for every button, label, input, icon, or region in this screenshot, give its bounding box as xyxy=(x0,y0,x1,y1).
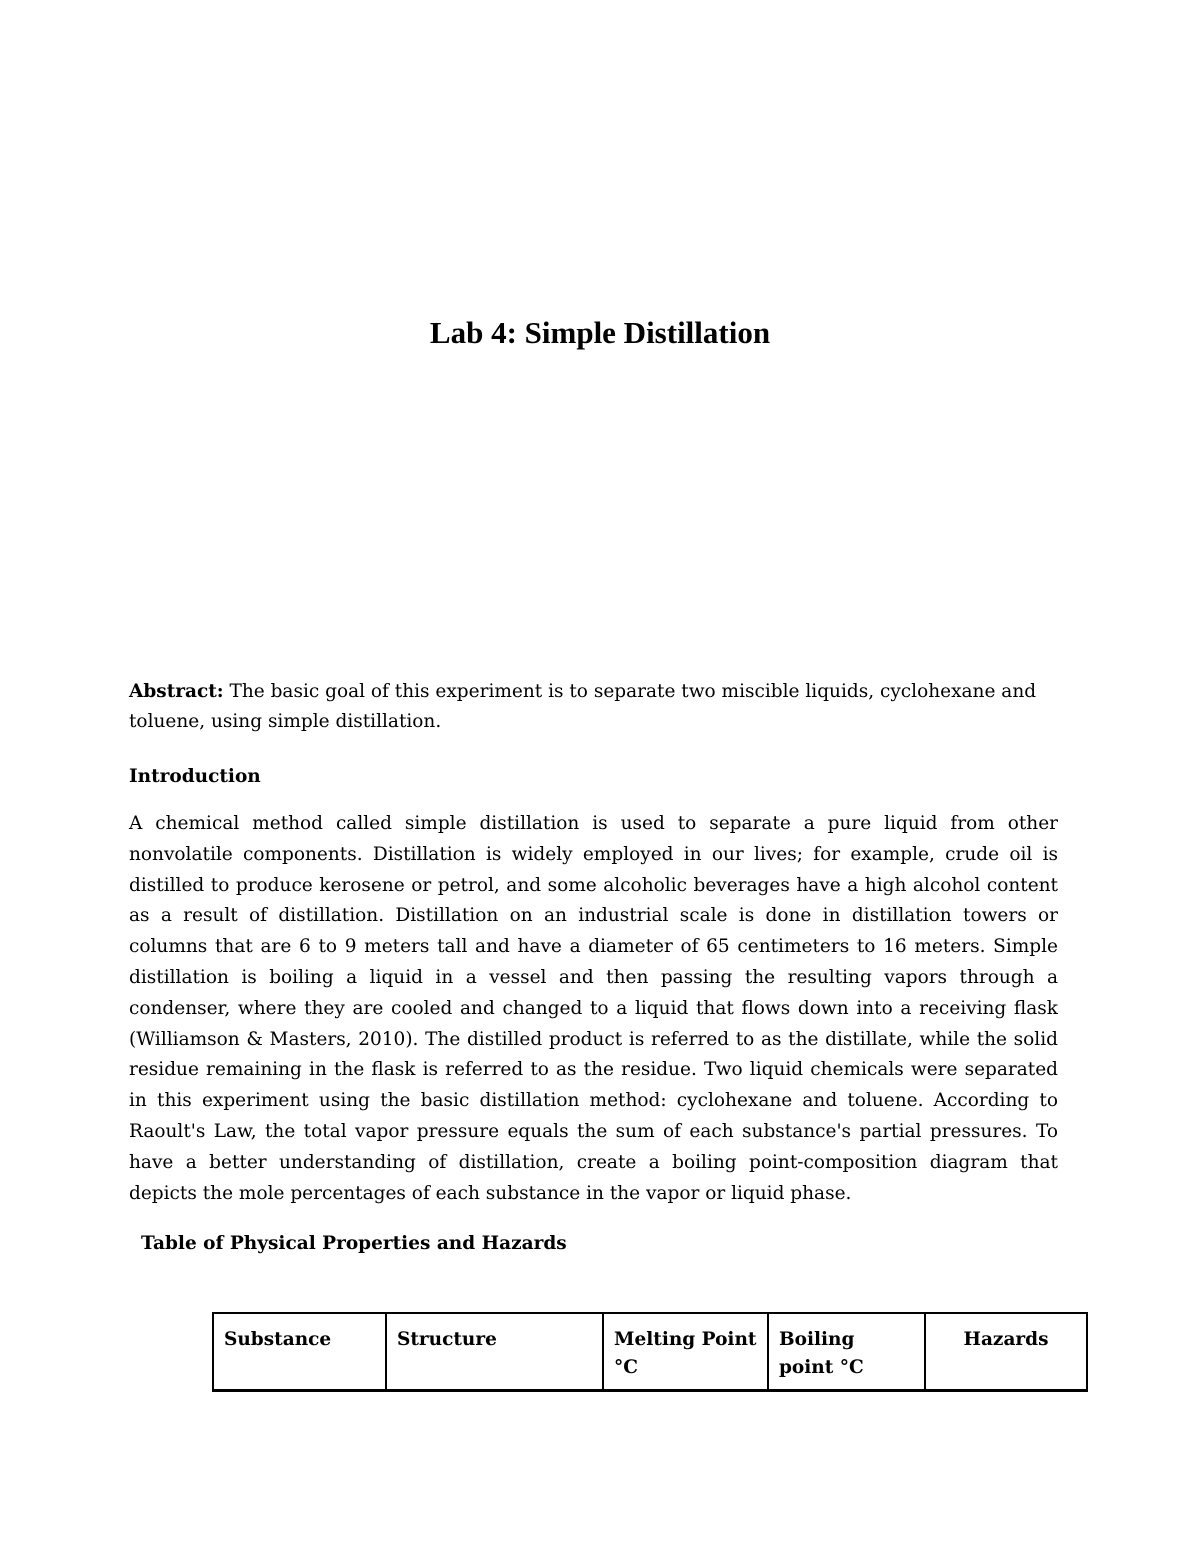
introduction-heading: Introduction xyxy=(129,766,261,787)
header-substance: Substance xyxy=(213,1313,386,1391)
header-structure: Structure xyxy=(386,1313,603,1391)
introduction-body: A chemical method called simple distillation is used to separate a pure liquid from other nonvolatile components. Distillation is widely employed in our lives; for example, crude oil is distilled to produce kerosene or petrol, and some alcoholic beverages have a high alcohol content as a result of distillation. Distillation on an industrial scale is done in distillation towers or columns that are 6 to 9 meters tall and have a diameter of 65 centimeters to 16 meters. Simple distillation is boiling a liquid in a vessel and then passing the resulting vapors through a condenser, where they are cooled and changed to a liquid that flows down into a receiving flask (Williamson & Masters, 2010). The distilled product is referred to as the distillate, while the solid residue remaining in the flask is referred to as the residue. Two liquid chemicals were separated in this experiment using the basic distillation method: cyclohexane and toluene. According to Raoult's Law, the total vapor pressure equals the sum of each substance's partial pressures. To have a better understanding of distillation, create a boiling point-composition diagram that depicts the mole percentages of each substance in the vapor or liquid phase. xyxy=(129,813,1058,1204)
abstract-label: Abstract: xyxy=(129,681,224,702)
header-melting-point: Melting Point °C xyxy=(603,1313,768,1391)
document-title: Lab 4: Simple Distillation xyxy=(429,315,771,350)
table-header-row xyxy=(213,1313,1087,1391)
header-hazards: Hazards xyxy=(925,1313,1087,1391)
abstract-paragraph xyxy=(129,677,1064,737)
table-caption: Table of Physical Properties and Hazards xyxy=(141,1233,567,1254)
properties-table xyxy=(212,1312,1088,1392)
abstract-text: The basic goal of this experiment is to separate two miscible liquids, cyclohexane and toluene, using simple distillation. xyxy=(129,681,1037,732)
header-boiling-point: Boiling point °C xyxy=(768,1313,925,1391)
